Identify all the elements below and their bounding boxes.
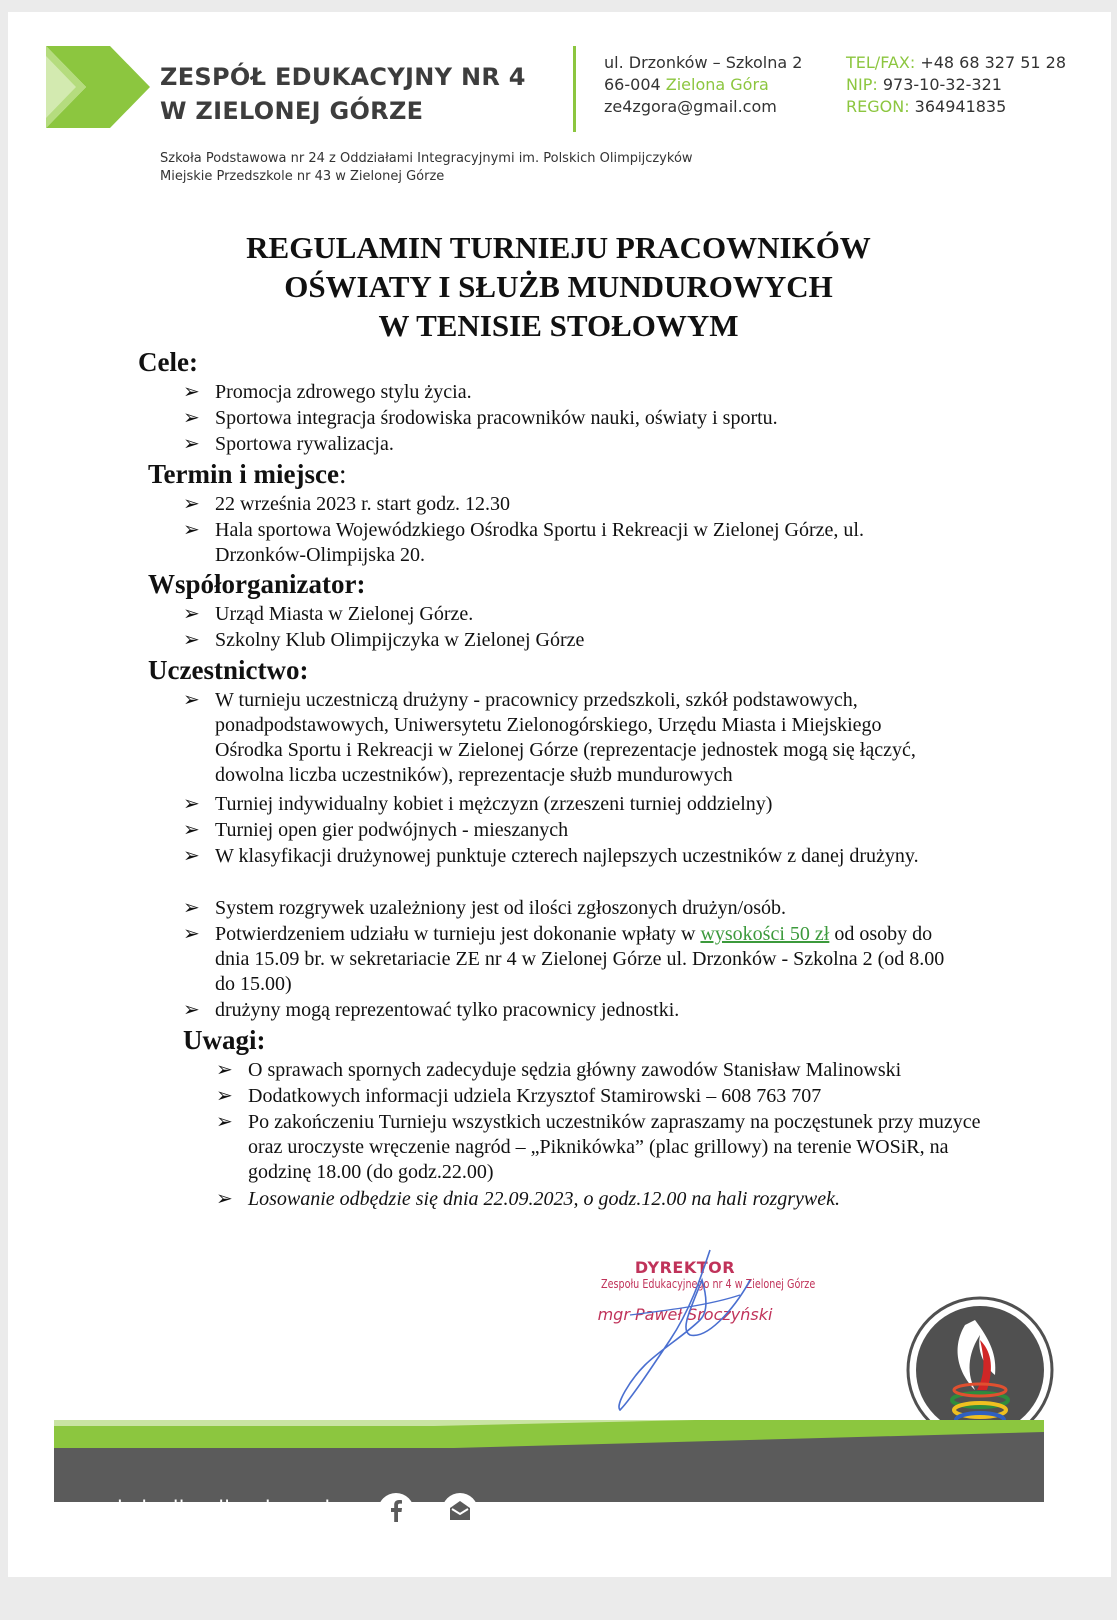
subschool-kindergarten: Miejskie Przedszkole nr 43 w Zielonej Górze <box>160 169 445 184</box>
list-item: ➢ Po zakończeniu Turnieju wszystkich uczestników zapraszamy na poczęstunek przy muzyce oraz uroczyste wręczenie nagród – „Piknikówka” (plac grillowy) na terenie WOSiR, na godzinę 18.00 (do godz.22.00) <box>216 1111 981 1183</box>
list-item: ➢ Szkolny Klub Olimpijczyka w Zielonej Górze <box>183 629 585 651</box>
bullet-icon: ➢ <box>183 519 200 541</box>
address-city: Zielona Góra <box>665 75 769 94</box>
bullet-icon: ➢ <box>183 603 200 625</box>
section-heading-uwagi: Uwagi: <box>183 1025 266 1055</box>
address-city-line <box>604 74 802 96</box>
list-item: ➢ Losowanie odbędzie się dnia 22.09.2023, o godz.12.00 na hali rozgrywek. <box>216 1188 841 1210</box>
list-item: ➢ System rozgrywek uzależniony jest od ilości zgłoszonych drużyn/osób. <box>183 897 786 919</box>
address-postcode: 66-004 <box>604 75 661 94</box>
stamp-org: Zespołu Edukacyjnego nr 4 w Zielonej Górze <box>601 1277 816 1291</box>
header-divider <box>573 46 576 132</box>
list-item: ➢ Turniej open gier podwójnych - mieszanych <box>183 819 569 841</box>
footer-bar <box>54 1420 1044 1502</box>
nip-value: 973-10-32-321 <box>882 75 1002 94</box>
list-item: ➢ Sportowa rywalizacja. <box>183 433 394 455</box>
title-line3: W TENISIE STOŁOWYM <box>378 308 739 343</box>
bullet-icon: ➢ <box>216 1059 233 1081</box>
payment-amount-link[interactable]: wysokości 50 zł <box>700 923 830 945</box>
list-item: ➢ O sprawach spornych zadecyduje sędzia główny zawodów Stanisław Malinowski <box>216 1059 902 1081</box>
list-item: ➢ drużyny mogą reprezentować tylko pracownicy jednostki. <box>183 999 680 1021</box>
bullet-icon: ➢ <box>216 1111 233 1133</box>
list-item: ➢ Dodatkowych informacji udziela Krzysztof Stamirowski – 608 763 707 <box>216 1085 822 1107</box>
regon-label: REGON: <box>846 97 910 116</box>
tel-line <box>846 52 1066 74</box>
list-item: ➢ Hala sportowa Wojewódzkiego Ośrodka Sportu i Rekreacji w Zielonej Górze, ul. Drzonków-Olimpijska 20. <box>183 519 864 566</box>
bullet-icon: ➢ <box>216 1085 233 1107</box>
regon-line <box>846 96 1066 118</box>
bullet-icon: ➢ <box>183 793 200 815</box>
school-email: ze4zgora@gmail.com <box>604 97 777 116</box>
bullet-icon: ➢ <box>183 999 200 1021</box>
list-item: ➢ W klasyfikacji drużynowej punktuje czterech najlepszych uczestników z danej drużyny. <box>183 845 919 867</box>
bullet-icon: ➢ <box>183 689 200 711</box>
bullet-icon: ➢ <box>183 381 200 403</box>
bullet-icon: ➢ <box>183 433 200 455</box>
school-address <box>604 52 802 118</box>
section-heading-wspolorganizator: Współorganizator: <box>148 569 366 599</box>
school-contact <box>846 52 1066 118</box>
email-icon[interactable] <box>441 1492 479 1530</box>
bullet-icon: ➢ <box>183 819 200 841</box>
facebook-icon[interactable] <box>377 1492 415 1530</box>
list-item: ➢ Turniej indywidualny kobiet i mężczyzn (zrzeszeni turniej oddzielny) <box>183 793 773 815</box>
school-logo-chevron-icon <box>46 46 156 128</box>
school-name-line2: W ZIELONEJ GÓRZE <box>160 97 424 125</box>
school-name <box>160 60 526 128</box>
nip-label: NIP: <box>846 75 878 94</box>
bullet-icon: ➢ <box>183 493 200 515</box>
bullet-icon: ➢ <box>183 923 200 945</box>
stamp-role: DYREKTOR <box>634 1258 736 1277</box>
bullet-icon: ➢ <box>183 845 200 867</box>
bullet-icon: ➢ <box>183 407 200 429</box>
bullet-icon: ➢ <box>183 897 200 919</box>
bullet-icon: ➢ <box>216 1188 233 1210</box>
list-item: ➢ W turnieju uczestniczą drużyny - pracownicy przedszkoli, szkół podstawowych, ponadpodstawowych, Uniwersytetu Zielonogórskiego, Urzędu Miasta i Miejskiego Ośrodka Sportu i Rekreacji w Zielonej Górze (reprezentacje jednostek mogą się łączyć, dowolna liczba uczestników), reprezentacje służb mundurowych <box>183 689 916 786</box>
stamp-name: mgr Paweł Sroczyński <box>597 1305 773 1324</box>
section-heading-cele: Cele: <box>138 347 198 377</box>
document-title <box>0 228 1117 345</box>
subschool-primary: Szkoła Podstawowa nr 24 z Oddziałami Integracyjnymi im. Polskich Olimpijczyków <box>160 151 693 166</box>
school-name-line1: ZESPÓŁ EDUKACYJNY NR 4 <box>160 63 526 91</box>
tel-value: +48 68 327 51 28 <box>920 53 1067 72</box>
address-street: ul. Drzonków – Szkolna 2 <box>604 53 803 72</box>
tel-label: TEL/FAX: <box>846 53 916 72</box>
list-item: ➢ Sportowa integracja środowiska pracowników nauki, oświaty i sportu. <box>183 407 778 429</box>
sub-schools <box>160 150 693 186</box>
list-item: ➢ Urząd Miasta w Zielonej Górze. <box>183 603 474 625</box>
handwritten-signature <box>590 1240 816 1420</box>
list-item: ➢ 22 września 2023 r. start godz. 12.30 <box>183 493 510 515</box>
list-item: ➢ Promocja zdrowego stylu życia. <box>183 381 472 403</box>
nip-line <box>846 74 1066 96</box>
title-line2: OŚWIATY I SŁUŻB MUNDUROWYCH <box>284 269 833 304</box>
website-link[interactable]: szkolaolimpijczykow.pl <box>95 1497 331 1521</box>
list-item-payment: ➢ Potwierdzeniem udziału w turnieju jest dokonanie wpłaty w wysokości 50 zł od osoby do dnia 15.09 br. w sekretariacie ZE nr 4 w Zielonej Górze ul. Drzonków - Szkolna 2 (od 8.00 do 15.00) <box>183 923 945 995</box>
section-heading-termin: Termin i miejsce: <box>148 459 347 489</box>
regon-value: 364941835 <box>914 97 1007 116</box>
section-heading-uczestnictwo: Uczestnictwo: <box>148 655 309 685</box>
title-line1: REGULAMIN TURNIEJU PRACOWNIKÓW <box>246 230 871 265</box>
bullet-icon: ➢ <box>183 629 200 651</box>
